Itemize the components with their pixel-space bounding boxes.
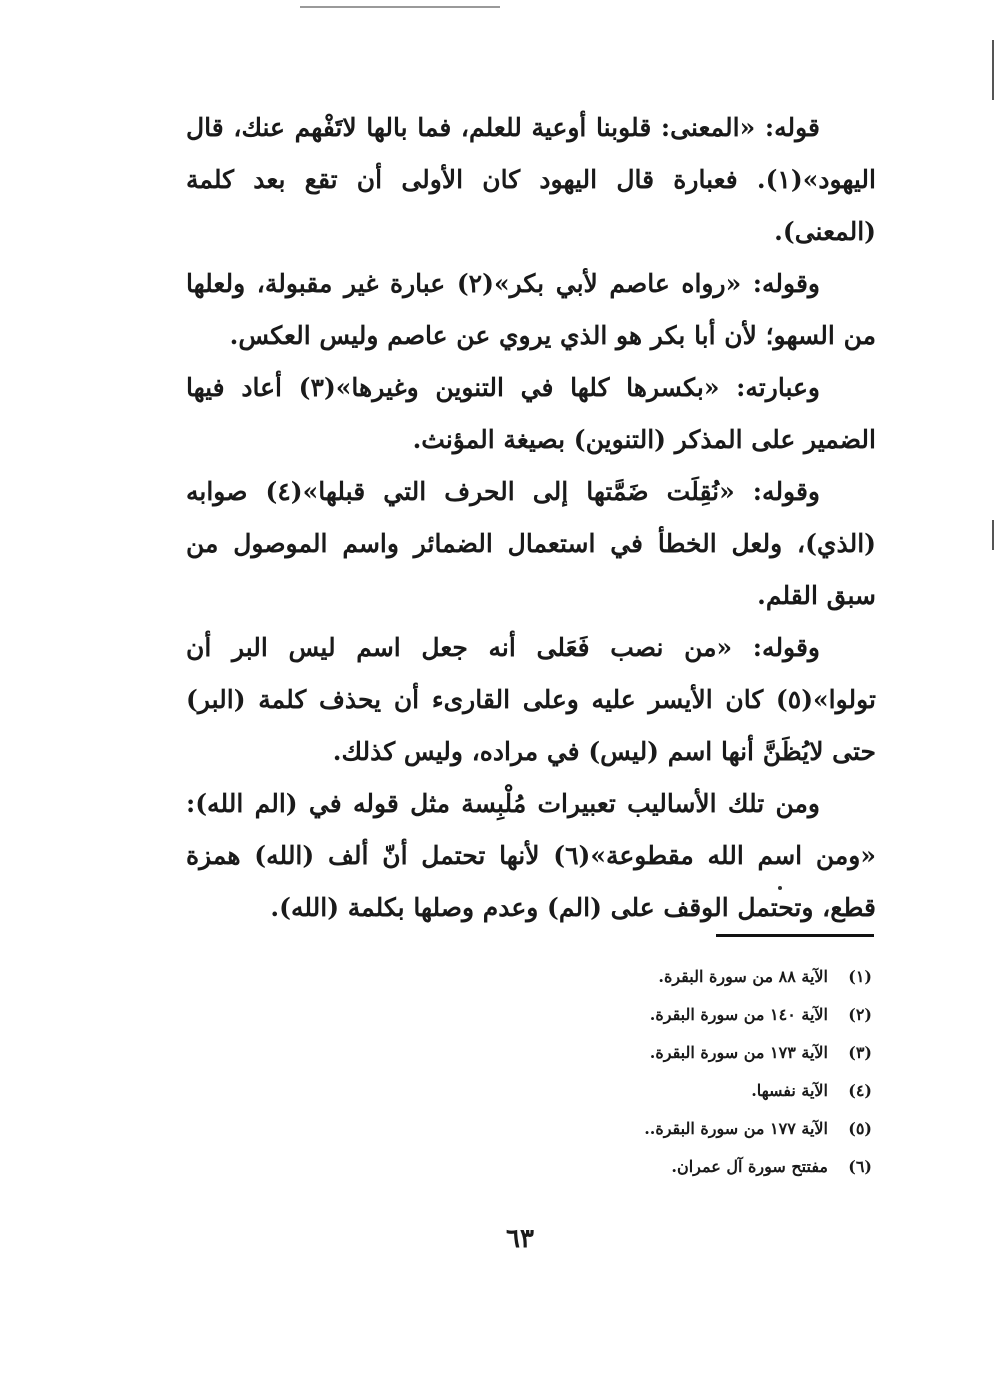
footnote-text: الآية ١٧٣ من سورة البقرة.	[649, 1043, 828, 1062]
footnote-number: (١)	[848, 967, 872, 986]
paragraph: ومن تلك الأساليب تعبيرات مُلْبِسة مثل قوله في (الم الله): «ومن اسم الله مقطوعة»(٦) لأنها تحتمل أنّ ألف (الله) همزة قطع، وتحتمل الوقف على (الم) وعدم وصلها بكلمة (الله).	[186, 789, 876, 922]
footnote-item	[560, 1034, 872, 1072]
scan-edge-mark	[992, 520, 994, 550]
footnote-text: الآية ١٧٧ من سورة البقرة..	[644, 1119, 828, 1138]
footnote-item	[560, 1110, 872, 1148]
footnote-text: الآية ٨٨ من سورة البقرة.	[658, 967, 828, 986]
footnote-number: (٤)	[848, 1081, 872, 1100]
main-text	[186, 102, 876, 934]
footnote-number: (٣)	[848, 1043, 872, 1062]
paragraph: وقوله: «من نصب فَعَلى أنه جعل اسم ليس البر أن تولوا»(٥) كان الأيسر عليه وعلى القارىء أن يحذف كلمة (البر) حتى لايُظَنَّ أنها اسم (ليس) في مراده، وليس كذلك.	[186, 633, 876, 766]
scan-edge-mark	[992, 40, 994, 100]
footnote-text: مفتتح سورة آل عمران.	[671, 1157, 828, 1176]
paragraph: وقوله: «رواه عاصم لأبي بكر»(٢) عبارة غير مقبولة، ولعلها من السهو؛ لأن أبا بكر هو الذي يروي عن عاصم وليس العكس.	[186, 269, 876, 350]
scan-speck	[778, 886, 782, 890]
footnote-number: (٥)	[848, 1119, 872, 1138]
footnote-item	[560, 958, 872, 996]
footnote-separator	[716, 934, 874, 937]
scan-edge-line	[300, 6, 500, 8]
paragraph: وعبارته: «بكسرها كلها في التنوين وغيرها»(٣) أعاد فيها الضمير على المذكر (التنوين) بصيغة المؤنث.	[186, 373, 876, 454]
paragraph: وقوله: «نُقِلَت ضَمَّتها إلى الحرف التي قبلها»(٤) صوابه (الذي)، ولعل الخطأ في استعمال الضمائر واسم الموصول من سبق القلم.	[186, 477, 876, 610]
footnote-item	[560, 1148, 872, 1186]
page-number: ٦٣	[506, 1224, 534, 1254]
paragraph: قوله: «المعنى: قلوبنا أوعية للعلم، فما بالها لاتَفْهم عنك، قال اليهود»(١). فعبارة قال اليهود كان الأولى أن تقع بعد كلمة (المعنى).	[186, 113, 876, 246]
footnote-text: الآية ١٤٠ من سورة البقرة.	[649, 1005, 828, 1024]
footnotes	[560, 958, 872, 1186]
footnote-text: الآية نفسها.	[751, 1081, 828, 1100]
footnote-item	[560, 1072, 872, 1110]
footnote-item	[560, 996, 872, 1034]
footnote-number: (٢)	[848, 1005, 872, 1024]
footnote-number: (٦)	[848, 1157, 872, 1176]
